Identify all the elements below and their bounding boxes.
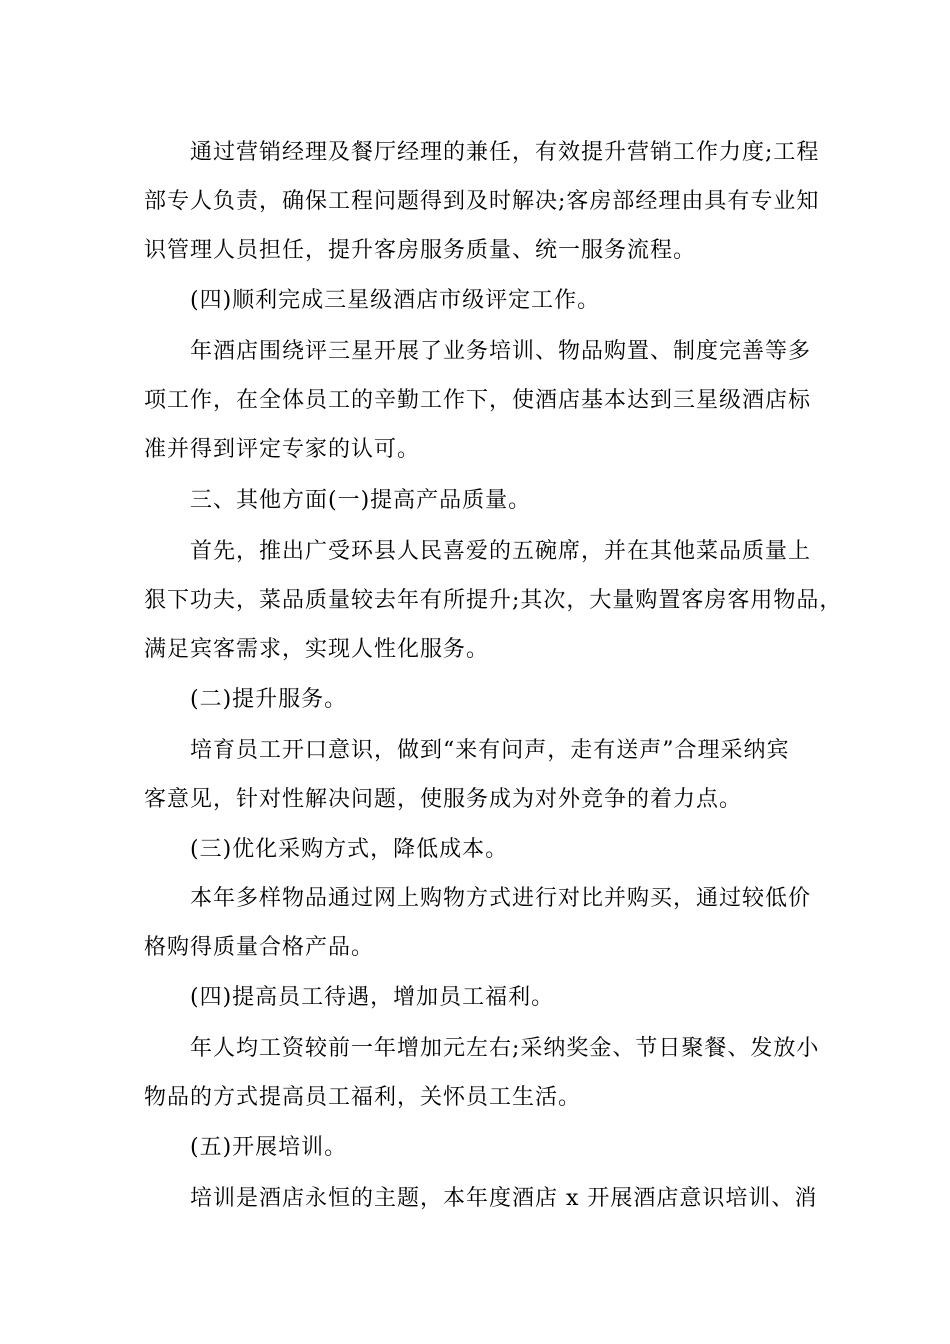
paragraph-line: 满足宾客需求，实现人性化服务。 xyxy=(144,637,490,662)
section-heading: 三、其他方面(一)提高产品质量。 xyxy=(190,488,532,513)
paragraph-line: 年人均工资较前一年增加元左右;采纳奖金、节日聚餐、发放小 xyxy=(190,1036,820,1061)
section-heading: (四)提高员工待遇，增加员工福利。 xyxy=(190,985,555,1010)
paragraph-line: 项工作，在全体员工的辛勤工作下，使酒店基本达到三星级酒店标 xyxy=(144,388,812,413)
paragraph-line: 识管理人员担任，提升客房服务质量、统一服务流程。 xyxy=(144,238,697,263)
paragraph-line: 本年多样物品通过网上购物方式进行对比并购买，通过较低价 xyxy=(190,886,812,911)
paragraph-line: 部专人负责，确保工程问题得到及时解决;客房部经理由具有专业知 xyxy=(144,189,820,214)
section-heading: (三)优化采购方式，降低成本。 xyxy=(190,837,509,862)
paragraph-line: 培训是酒店永恒的主题，本年度酒店 x 开展酒店意识培训、消 xyxy=(190,1186,818,1211)
paragraph-line: 年酒店围绕评三星开展了业务培训、物品购置、制度完善等多 xyxy=(190,339,812,364)
paragraph-line: 狠下功夫，菜品质量较去年有所提升;其次，大量购置客房客用物品， xyxy=(144,588,843,613)
paragraph-line: 格购得质量合格产品。 xyxy=(144,935,375,960)
section-heading: (五)开展培训。 xyxy=(190,1135,348,1160)
paragraph-line: 客意见，针对性解决问题，使服务成为对外竞争的着力点。 xyxy=(144,787,743,812)
paragraph-line: 物品的方式提高员工福利，关怀员工生活。 xyxy=(144,1085,582,1110)
paragraph-line: 准并得到评定专家的认可。 xyxy=(144,437,421,462)
paragraph-line: 通过营销经理及餐厅经理的兼任，有效提升营销工作力度;工程 xyxy=(190,140,820,165)
section-heading: (四)顺利完成三星级酒店市级评定工作。 xyxy=(190,288,601,313)
paragraph-line: 首先，推出广受环县人民喜爱的五碗席，并在其他菜品质量上 xyxy=(190,539,812,564)
section-heading: (二)提升服务。 xyxy=(190,687,348,712)
paragraph-line: 培育员工开口意识，做到“来有问声，走有送声”合理采纳宾 xyxy=(190,738,790,763)
